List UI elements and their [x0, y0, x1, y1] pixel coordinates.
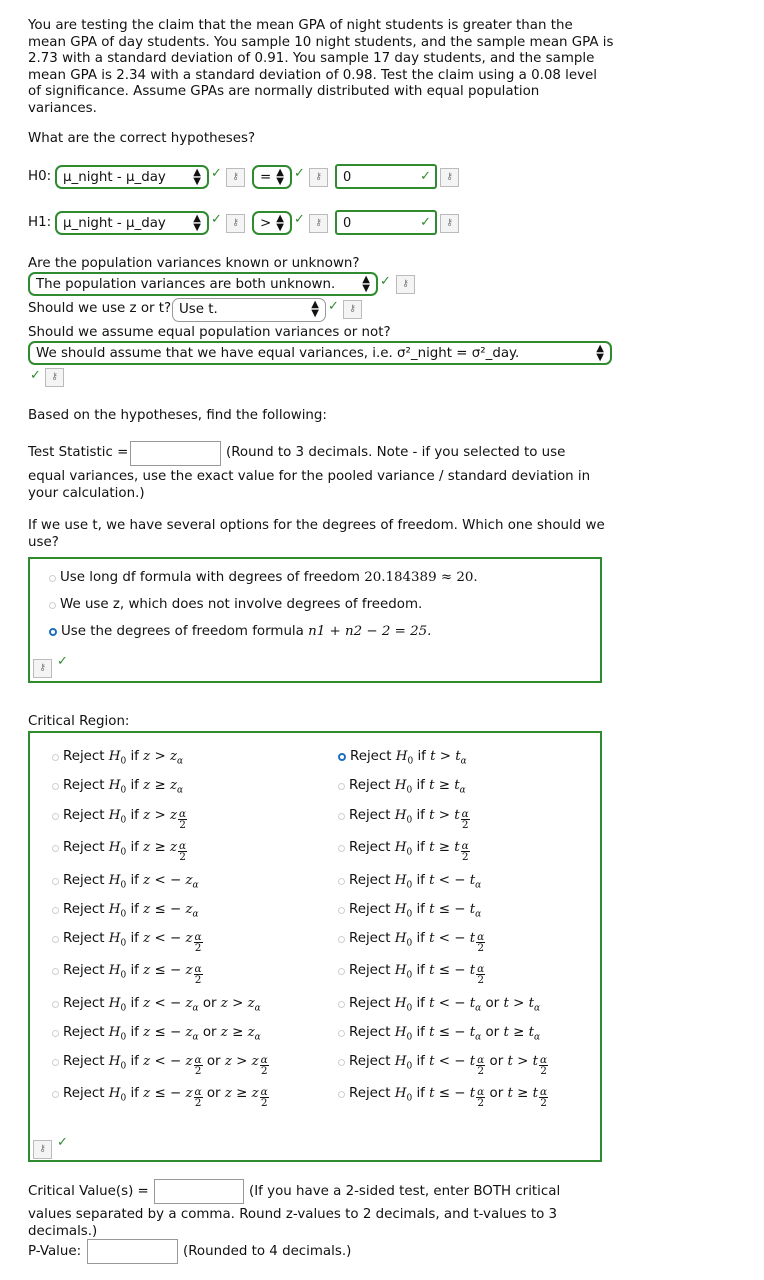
radio-button[interactable] [338, 878, 345, 885]
critical-option-z-lt_alpha[interactable]: Reject $H_0$ if z < − $z_\alpha$ [52, 872, 199, 895]
df-option-formula[interactable]: Use the degrees of freedom formula n1 + n2 − 2 = 25. [49, 623, 431, 641]
radio-button[interactable] [52, 907, 59, 914]
radio-button[interactable] [338, 845, 345, 852]
check-icon: ✓ [420, 215, 431, 230]
h1-value: 0 [343, 216, 352, 231]
test-statistic-input[interactable] [130, 441, 221, 466]
critical-option-t-two_half[interactable]: Reject $H_0$ if t ≤ − t $\frac{\alpha}{2}$ or t ≥ t $\frac{\alpha}{2}$ [338, 1085, 548, 1108]
radio-button[interactable] [52, 813, 59, 820]
radio-button[interactable] [52, 1091, 59, 1098]
check-icon: ✓ [211, 166, 222, 181]
radio-button[interactable] [52, 1030, 59, 1037]
critical-option-t-two_half_strict[interactable]: Reject $H_0$ if t < − t $\frac{\alpha}{2}$ or t > t $\frac{\alpha}{2}$ [338, 1053, 548, 1076]
updown-icon: ▲ ▼ [193, 167, 201, 187]
critical-option-z-gt_alpha[interactable]: Reject $H_0$ if $z > z_\alpha$ [52, 748, 183, 771]
zt-question: Should we use z or t? [28, 301, 172, 316]
critical-option-t-two_alpha[interactable]: Reject $H_0$ if t ≤ − $t_\alpha$ or $t \ge t_\alpha$ [338, 1024, 540, 1047]
critical-region-heading: Critical Region: [28, 714, 130, 729]
radio-button-selected[interactable] [338, 753, 346, 761]
df-question: If we use t, we have several options for the degrees of freedom. Which one should we [28, 518, 605, 533]
problem-line: You are testing the claim that the mean GPA of night students is greater than the [28, 18, 573, 33]
radio-button[interactable] [49, 602, 56, 609]
variance-select[interactable] [28, 272, 378, 296]
h1-value-input[interactable] [335, 210, 437, 235]
radio-button[interactable] [52, 936, 59, 943]
h1-parameter-value: μ_night - μ_day [63, 216, 166, 231]
key-icon[interactable]: ⚷ [45, 368, 64, 387]
key-icon[interactable]: ⚷ [226, 168, 245, 187]
key-icon[interactable]: ⚷ [440, 168, 459, 187]
critical-option-t-le_half[interactable]: Reject $H_0$ if t ≤ − t $\frac{\alpha}{2}$ [338, 962, 485, 985]
equal-variance-answer: We should assume that we have equal variances, i.e. σ²_night = σ²_day. [36, 346, 520, 361]
h0-operator-select[interactable] [252, 165, 292, 189]
h0-operator-value: = [260, 170, 272, 185]
check-icon: ✓ [294, 166, 305, 181]
critical-option-t-gt_alpha[interactable]: Reject $H_0$ if $t > t_\alpha$ [338, 748, 467, 771]
variance-answer: The population variances are both unknown. [36, 277, 336, 292]
h1-label: H1: [28, 215, 52, 230]
radio-button[interactable] [338, 907, 345, 914]
equal-variance-select[interactable] [28, 341, 612, 365]
test-statistic-label: Test Statistic = [28, 445, 129, 460]
updown-icon: ▲ ▼ [362, 274, 370, 294]
h1-operator-select[interactable] [252, 211, 292, 235]
check-icon: ✓ [30, 368, 41, 383]
problem-line: variances. [28, 100, 97, 116]
equal-variance-question: Should we assume equal population variances or not? [28, 325, 391, 340]
radio-button[interactable] [49, 575, 56, 582]
radio-button[interactable] [338, 1001, 345, 1008]
key-icon[interactable]: ⚷ [33, 1140, 52, 1159]
check-icon: ✓ [57, 654, 68, 669]
critical-value-note: decimals.) [28, 1223, 98, 1239]
df-option-z[interactable]: We use z, which does not involve degrees of freedom. [49, 596, 422, 614]
critical-value-label: Critical Value(s) = [28, 1184, 149, 1199]
test-statistic-note: equal variances, use the exact value for the pooled variance / standard deviation in [28, 469, 591, 484]
radio-button[interactable] [338, 1059, 345, 1066]
critical-option-z-le_half[interactable]: Reject $H_0$ if z ≤ − z $\frac{\alpha}{2}$ [52, 962, 203, 985]
h0-value: 0 [343, 170, 352, 185]
check-icon: ✓ [294, 212, 305, 227]
hypotheses-question: What are the correct hypotheses? [28, 131, 256, 146]
df-option-long[interactable]: Use long df formula with degrees of freedom 20.184389 ≈ 20. [49, 569, 478, 587]
problem-line: 2.73 with a standard deviation of 0.91. You sample 17 day students, and the sample [28, 51, 595, 66]
critical-value-input[interactable] [154, 1179, 244, 1204]
critical-option-z-two_half_strict[interactable]: Reject $H_0$ if z < − z $\frac{\alpha}{2}$ or z > z $\frac{\alpha}{2}$ [52, 1053, 269, 1076]
check-icon: ✓ [420, 169, 431, 184]
p-value-input[interactable] [87, 1239, 178, 1264]
h0-parameter-select[interactable] [55, 165, 209, 189]
key-icon[interactable]: ⚷ [343, 300, 362, 319]
df-question: use? [28, 534, 59, 550]
check-icon: ✓ [328, 299, 339, 314]
critical-option-z-lt_half[interactable]: Reject $H_0$ if z < − z $\frac{\alpha}{2}$ [52, 930, 203, 953]
critical-option-t-gt_half[interactable]: Reject $H_0$ if t > t $\frac{\alpha}{2}$ [338, 807, 470, 830]
radio-button[interactable] [52, 1059, 59, 1066]
critical-option-t-le_alpha[interactable]: Reject $H_0$ if t ≤ − $t_\alpha$ [338, 901, 481, 924]
check-icon: ✓ [57, 1135, 68, 1150]
updown-icon: ▲ ▼ [193, 213, 201, 233]
h0-value-input[interactable] [335, 164, 437, 189]
critical-option-z-le_alpha[interactable]: Reject $H_0$ if z ≤ − $z_\alpha$ [52, 901, 199, 924]
test-statistic-note: (Round to 3 decimals. Note - if you selected to use [226, 445, 566, 460]
critical-option-t-two_alpha_strict[interactable]: Reject $H_0$ if t < − $t_\alpha$ or $t > t_\alpha$ [338, 995, 540, 1018]
h0-parameter-value: μ_night - μ_day [63, 170, 166, 185]
variance-question: Are the population variances known or unknown? [28, 256, 360, 271]
radio-button[interactable] [338, 783, 345, 790]
radio-button[interactable] [52, 754, 59, 761]
h0-label: H0: [28, 169, 52, 184]
radio-button[interactable] [52, 968, 59, 975]
critical-option-t-lt_half[interactable]: Reject $H_0$ if t < − t $\frac{\alpha}{2}$ [338, 930, 485, 953]
radio-button[interactable] [338, 1030, 345, 1037]
critical-value-note: (If you have a 2-sided test, enter BOTH critical [249, 1184, 561, 1199]
key-icon[interactable]: ⚷ [33, 659, 52, 678]
updown-icon: ▲ ▼ [276, 167, 284, 187]
critical-option-z-gt_half[interactable]: Reject $H_0$ if z > z $\frac{\alpha}{2}$ [52, 807, 187, 830]
problem-line: of significance. Assume GPAs are normally distributed with equal population [28, 84, 540, 99]
zt-answer: Use t. [179, 302, 218, 317]
find-heading: Based on the hypotheses, find the following: [28, 408, 327, 423]
critical-region-box [28, 731, 602, 1162]
updown-icon: ▲ ▼ [276, 213, 284, 233]
radio-button[interactable] [338, 968, 345, 975]
key-icon[interactable]: ⚷ [309, 214, 328, 233]
updown-icon: ▲ ▼ [596, 343, 604, 363]
radio-button[interactable] [52, 878, 59, 885]
key-icon[interactable]: ⚷ [309, 168, 328, 187]
problem-line: mean GPA is 2.34 with a standard deviation of 0.98. Test the claim using a 0.08 level [28, 67, 598, 83]
critical-option-z-two_alpha[interactable]: Reject $H_0$ if z ≤ − $z_\alpha$ or $z \ge z_\alpha$ [52, 1024, 261, 1047]
critical-option-t-ge_alpha[interactable]: Reject $H_0$ if $t \ge t_\alpha$ [338, 777, 466, 800]
test-statistic-note: your calculation.) [28, 485, 145, 501]
h1-operator-value: > [260, 216, 272, 231]
key-icon[interactable]: ⚷ [396, 275, 415, 294]
p-value-note: (Rounded to 4 decimals.) [183, 1244, 352, 1259]
critical-value-note: values separated by a comma. Round z-values to 2 decimals, and t-values to 3 [28, 1207, 558, 1222]
critical-option-z-ge_half[interactable]: Reject $H_0$ if z ≥ z $\frac{\alpha}{2}$ [52, 839, 187, 862]
h1-parameter-select[interactable] [55, 211, 209, 235]
radio-button[interactable] [338, 936, 345, 943]
radio-button[interactable] [52, 783, 59, 790]
p-value-label: P-Value: [28, 1244, 82, 1259]
radio-button[interactable] [52, 845, 59, 852]
critical-option-z-ge_alpha[interactable]: Reject $H_0$ if $z \ge z_\alpha$ [52, 777, 183, 800]
problem-line: mean GPA of day students. You sample 10 night students, and the sample mean GPA is [28, 34, 614, 50]
radio-button[interactable] [338, 1091, 345, 1098]
radio-button-selected[interactable] [49, 628, 57, 636]
radio-button[interactable] [52, 1001, 59, 1008]
critical-option-z-two_half[interactable]: Reject $H_0$ if z ≤ − z $\frac{\alpha}{2}$ or z ≥ z $\frac{\alpha}{2}$ [52, 1085, 269, 1108]
updown-icon: ▲ ▼ [311, 299, 319, 319]
critical-option-t-lt_alpha[interactable]: Reject $H_0$ if t < − $t_\alpha$ [338, 872, 481, 895]
key-icon[interactable]: ⚷ [440, 214, 459, 233]
critical-option-z-two_alpha_strict[interactable]: Reject $H_0$ if z < − $z_\alpha$ or $z > z_\alpha$ [52, 995, 261, 1018]
df-options-box [28, 557, 602, 683]
zt-select[interactable] [172, 298, 326, 322]
radio-button[interactable] [338, 813, 345, 820]
key-icon[interactable]: ⚷ [226, 214, 245, 233]
check-icon: ✓ [211, 212, 222, 227]
check-icon: ✓ [380, 274, 391, 289]
critical-option-t-ge_half[interactable]: Reject $H_0$ if t ≥ t $\frac{\alpha}{2}$ [338, 839, 470, 862]
